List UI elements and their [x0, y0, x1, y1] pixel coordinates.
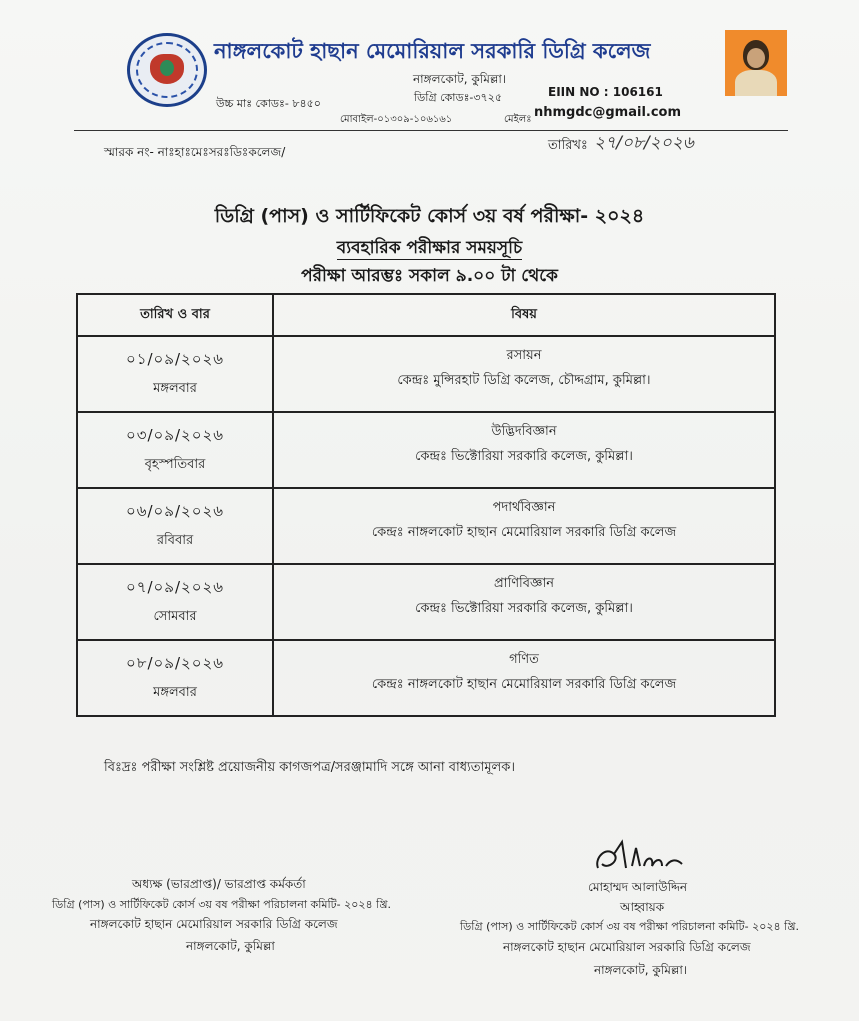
email-address: nhmgdc@gmail.com: [534, 105, 682, 120]
table-row: [77, 640, 775, 716]
subject-name: প্রাণিবিজ্ঞান: [494, 576, 554, 591]
college-logo: [127, 33, 207, 107]
exam-center: কেন্দ্রঃ ভিক্টোরিয়া সরকারি কলেজ, কুমিল্লা।: [415, 601, 633, 616]
college-right: নাঙ্গলকোট হাছান মেমোরিয়াল সরকারি ডিগ্রি কলেজ: [503, 940, 751, 954]
column-header-date: তারিখ ও বার: [77, 294, 273, 336]
signatory-right-name: মোহাম্মদ আলাউদ্দিন: [588, 880, 688, 894]
exam-day: মঙ্গলবার: [153, 381, 197, 396]
table-row: [77, 336, 775, 412]
memo-number: স্মারক নং- নাঃহাঃমেঃসরঃডিঃকলেজ/: [104, 145, 286, 159]
degree-code: ডিগ্রি কোডঃ-৩৭২৫: [414, 91, 502, 104]
email-label: মেইলঃ: [504, 114, 532, 125]
exam-center: কেন্দ্রঃ মুন্সিরহাট ডিগ্রি কলেজ, চৌদ্দগ্রাম, কুমিল্লা।: [397, 373, 651, 388]
subject-name: উদ্ভিদবিজ্ঞান: [491, 424, 557, 439]
exam-day: সোমবার: [153, 609, 197, 624]
table-header-row: [77, 294, 775, 336]
exam-day: বৃহস্পতিবার: [144, 457, 206, 472]
exam-date: ০৭/০৯/২০২৬: [125, 578, 225, 596]
exam-date: ০৬/০৯/২০২৬: [125, 502, 225, 520]
date-label: তারিখঃ: [548, 138, 588, 153]
exam-day: মঙ্গলবার: [153, 685, 197, 700]
college-name: নাঙ্গলকোট হাছান মেমোরিয়াল সরকারি ডিগ্রি কলেজ: [214, 39, 651, 63]
location-left: নাঙ্গলকোট, কুমিল্লা: [186, 939, 275, 953]
college-left: নাঙ্গলকোট হাছান মেমোরিয়াল সরকারি ডিগ্রি কলেজ: [90, 917, 338, 931]
exam-center: কেন্দ্রঃ নাঙ্গলকোট হাছান মেমোরিয়াল সরকারি ডিগ্রি কলেজ: [371, 677, 677, 692]
signatory-right-role: আহ্বায়ক: [620, 900, 665, 914]
exam-center: কেন্দ্রঃ ভিক্টোরিয়া সরকারি কলেজ, কুমিল্লা।: [415, 449, 633, 464]
exam-day: রবিবার: [156, 533, 194, 548]
committee-right: ডিগ্রি (পাস) ও সার্টিফিকেট কোর্স ৩য় বষ পরীক্ষা পরিচালনা কমিটি- ২০২৪ খ্রি.: [460, 920, 800, 933]
hsc-code: উচ্চ মাঃ কোডঃ- ৮৪৫০: [216, 97, 321, 110]
table-row: [77, 412, 775, 488]
mobile-number: মোবাইল-০১৩০৯-১০৬১৬১: [340, 114, 453, 125]
subject-name: গণিত: [509, 652, 539, 667]
schedule-table: [76, 293, 776, 717]
eiin-number: EIIN NO : 106161: [548, 85, 663, 99]
committee-left: ডিগ্রি (পাস) ও সার্টিফিকেট কোর্স ৩য় বষ পরীক্ষা পরিচালনা কমিটি- ২০২৪ খ্রি.: [52, 898, 392, 911]
founder-portrait: [725, 30, 787, 96]
subject-name: রসায়ন: [506, 348, 542, 363]
exam-date: ০৩/০৯/২০২৬: [125, 426, 225, 444]
table-row: [77, 488, 775, 564]
exam-start-time: পরীক্ষা আরম্ভঃ সকাল ৯.০০ টা থেকে: [301, 266, 558, 286]
exam-title: ডিগ্রি (পাস) ও সার্টিফিকেট কোর্স ৩য় বর্ষ পরীক্ষা- ২০২৪: [214, 205, 645, 227]
issue-date: ২৭/০৮/২০২৬: [594, 133, 694, 153]
notice-note: বিঃদ্রঃ পরীক্ষা সংশ্লিষ্ট প্রয়োজনীয় কাগজপত্র/সরঞ্জামাদি সঙ্গে আনা বাধ্যতামূলক।: [104, 760, 515, 775]
location-right: নাঙ্গলকোট, কুমিল্লা।: [594, 963, 688, 977]
signatory-left-title: অধ্যক্ষ (ভারপ্রাপ্ত)/ ভারপ্রাপ্ত কর্মকর্তা: [132, 877, 306, 891]
exam-date: ০৮/০৯/২০২৬: [125, 654, 225, 672]
column-header-subject: বিষয়: [273, 294, 775, 336]
signature-image: [592, 838, 692, 876]
college-address: নাঙ্গলকোট, কুমিল্লা।: [413, 72, 507, 86]
exam-center: কেন্দ্রঃ নাঙ্গলকোট হাছান মেমোরিয়াল সরকারি ডিগ্রি কলেজ: [371, 525, 677, 540]
table-row: [77, 564, 775, 640]
schedule-title: ব্যবহারিক পরীক্ষার সময়সূচি: [336, 238, 523, 258]
subject-name: পদার্থবিজ্ঞান: [492, 500, 556, 515]
exam-date: ০১/০৯/২০২৬: [125, 350, 225, 368]
